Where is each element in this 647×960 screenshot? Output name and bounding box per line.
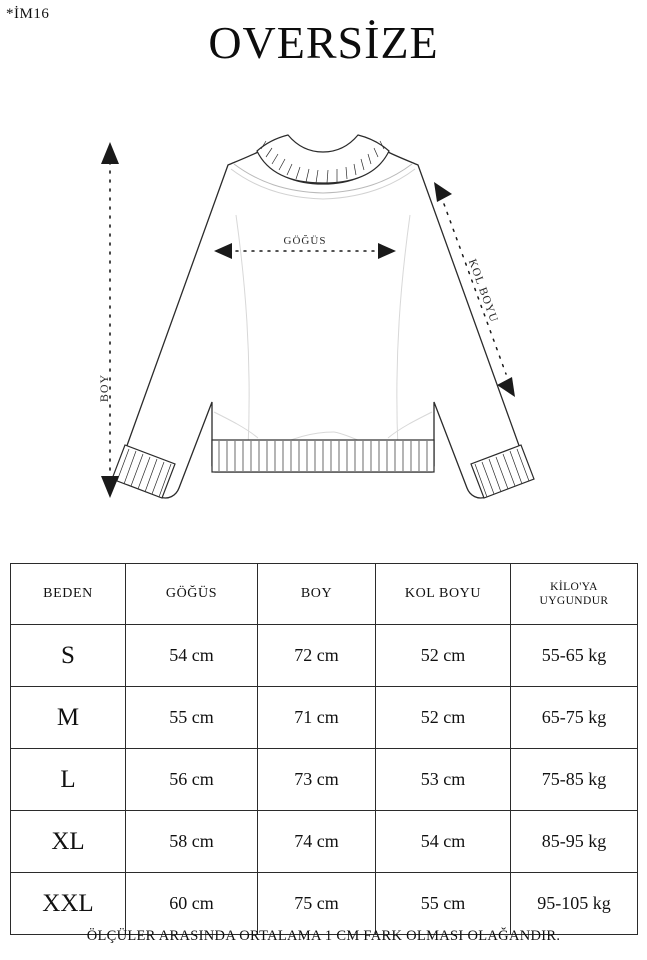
chest-label: GÖĞÜS (283, 235, 327, 247)
cell-boy: 72 cm (258, 625, 376, 687)
cell-beden: XXL (11, 873, 126, 935)
cell-kilo: 75-85 kg (511, 749, 638, 811)
cell-boy: 71 cm (258, 687, 376, 749)
cell-gogus: 56 cm (126, 749, 258, 811)
sleeve-arrow-head-top (434, 182, 452, 202)
size-table (10, 563, 638, 935)
cell-beden: L (11, 749, 126, 811)
column-header-beden: BEDEN (11, 564, 126, 625)
length-arrow-head-top (101, 142, 119, 164)
column-header-kol-boyu: KOL BOYU (376, 564, 511, 625)
cell-kol: 52 cm (376, 625, 511, 687)
cell-kol: 55 cm (376, 873, 511, 935)
cell-gogus: 55 cm (126, 687, 258, 749)
kilo-header-line1: KİLO'YA (550, 580, 598, 593)
table-row (11, 749, 638, 811)
table-row (11, 811, 638, 873)
column-header-gogus: GÖĞÜS (126, 564, 258, 625)
cell-kilo: 95-105 kg (511, 873, 638, 935)
table-row (11, 687, 638, 749)
cell-beden: M (11, 687, 126, 749)
kilo-header-line2: UYGUNDUR (539, 595, 609, 607)
footer-note: ÖLÇÜLER ARASINDA ORTALAMA 1 CM FARK OLMASI OLAĞANDIR. (86, 928, 561, 944)
column-header-kilo (511, 564, 638, 625)
page-title: OVERSİZE (208, 17, 439, 68)
cell-kilo: 85-95 kg (511, 811, 638, 873)
cell-kol: 52 cm (376, 687, 511, 749)
sleeve-label: KOL BOYU (465, 257, 500, 325)
table-row (11, 873, 638, 935)
cell-gogus: 58 cm (126, 811, 258, 873)
cell-kol: 53 cm (376, 749, 511, 811)
table-row (11, 625, 638, 687)
product-code: *İM16 (6, 6, 50, 22)
sweatshirt-illustration (0, 120, 647, 540)
cell-beden: S (11, 625, 126, 687)
cell-kilo: 65-75 kg (511, 687, 638, 749)
cell-gogus: 54 cm (126, 625, 258, 687)
cell-kilo: 55-65 kg (511, 625, 638, 687)
column-header-boy: BOY (258, 564, 376, 625)
hem-rib (212, 440, 434, 472)
length-label: BOY (97, 373, 111, 403)
cell-kol: 54 cm (376, 811, 511, 873)
cell-gogus: 60 cm (126, 873, 258, 935)
cell-boy: 74 cm (258, 811, 376, 873)
cell-boy: 75 cm (258, 873, 376, 935)
length-arrow-head-bottom (101, 476, 119, 498)
cell-boy: 73 cm (258, 749, 376, 811)
cell-beden: XL (11, 811, 126, 873)
table-header-row (11, 564, 638, 625)
